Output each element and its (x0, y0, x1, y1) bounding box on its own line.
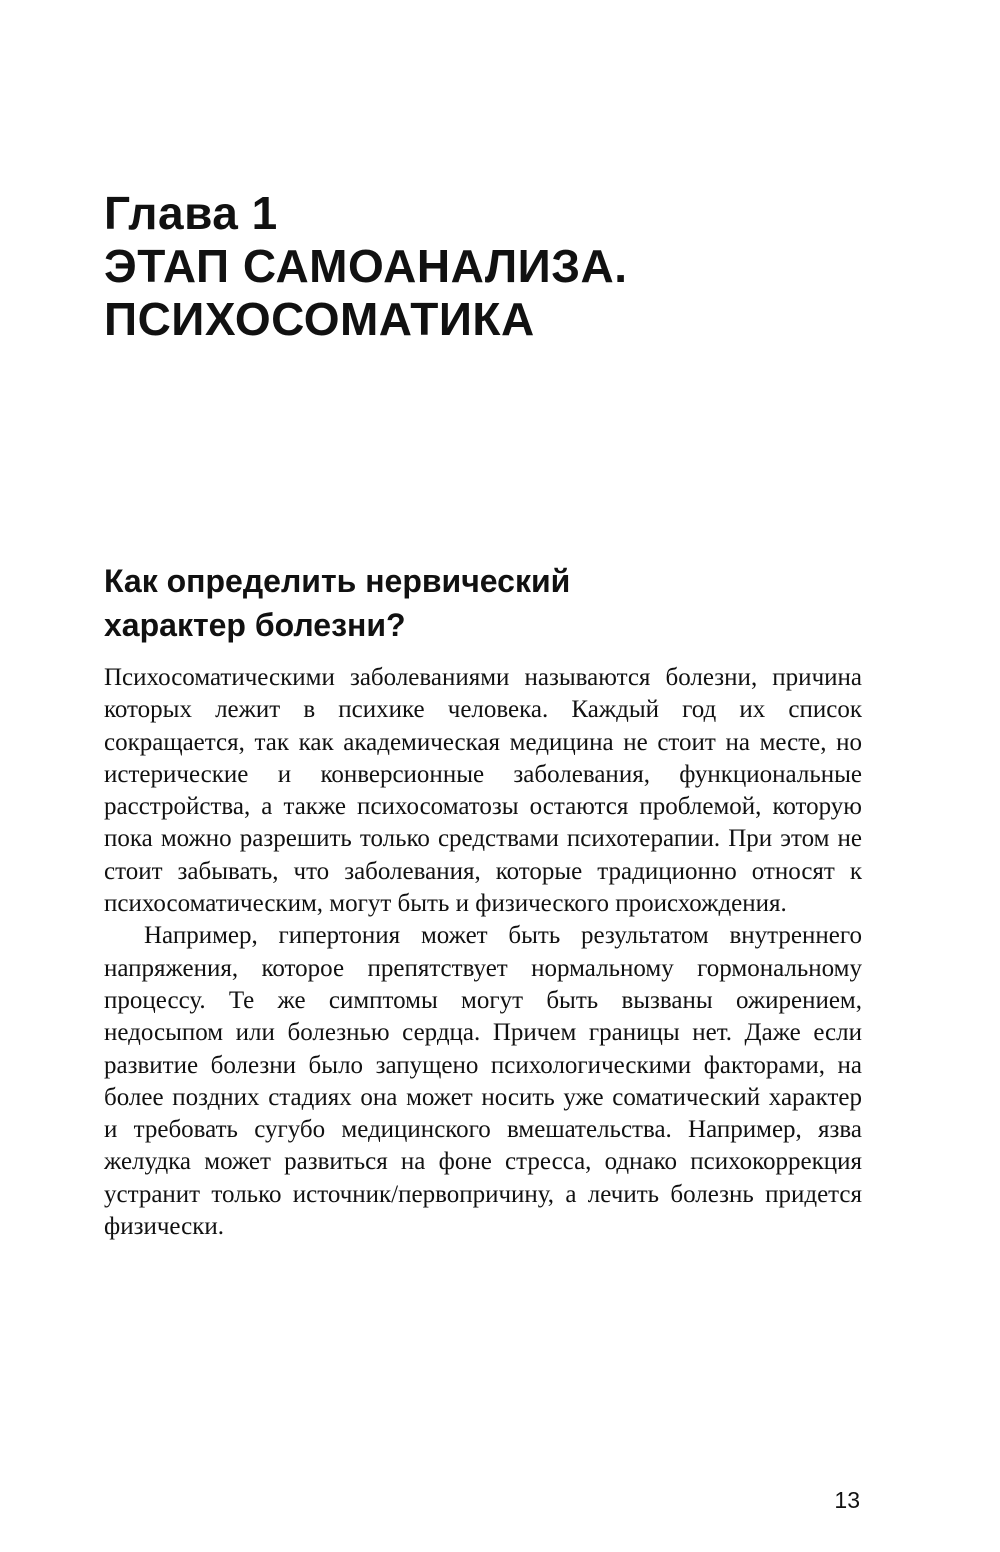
body-text (104, 662, 862, 1243)
section-title-line-2: характер болезни? (104, 607, 406, 643)
section-title-line-1: Как определить нервический (104, 563, 571, 599)
chapter-title-line-1: ЭТАП САМОАНАЛИЗА. (104, 240, 628, 292)
chapter-title-line-2: ПСИХОСОМАТИКА (104, 293, 535, 345)
page-number: 13 (834, 1487, 860, 1513)
chapter-label: Глава 1 (104, 187, 278, 239)
paragraph-2: Например, гипертония может быть результатом внутреннего напряжения, которое препятствует нормальному гормональному процессу. Те же симптомы могут быть вызваны ожирением, недосыпом или болезнью сердца. Причем границы нет. Даже если развитие болезни было запущено психологическими факторами, на более поздних стадиях она может носить уже соматический характер и требовать сугубо медицинского вмешательства. Например, язва желудка может развиться на фоне стресса, однако психокоррекция устранит только источник/первопричину, а лечить болезнь придется физически. (104, 922, 862, 1241)
section-heading (104, 559, 904, 647)
chapter-heading (104, 187, 904, 346)
paragraph-1: Психосоматическими заболеваниями называются болезни, причина которых лежит в психике человека. Каждый год их список сокращается, так как академическая медицина не стоит на месте, но истерические и конверсионные заболевания, функциональные расстройства, а также психосоматозы остаются проблемой, которую пока можно разрешить только средствами психотерапии. При этом не стоит забывать, что заболевания, которые традиционно относят к психосоматическим, могут быть и физического происхождения. (104, 664, 862, 918)
